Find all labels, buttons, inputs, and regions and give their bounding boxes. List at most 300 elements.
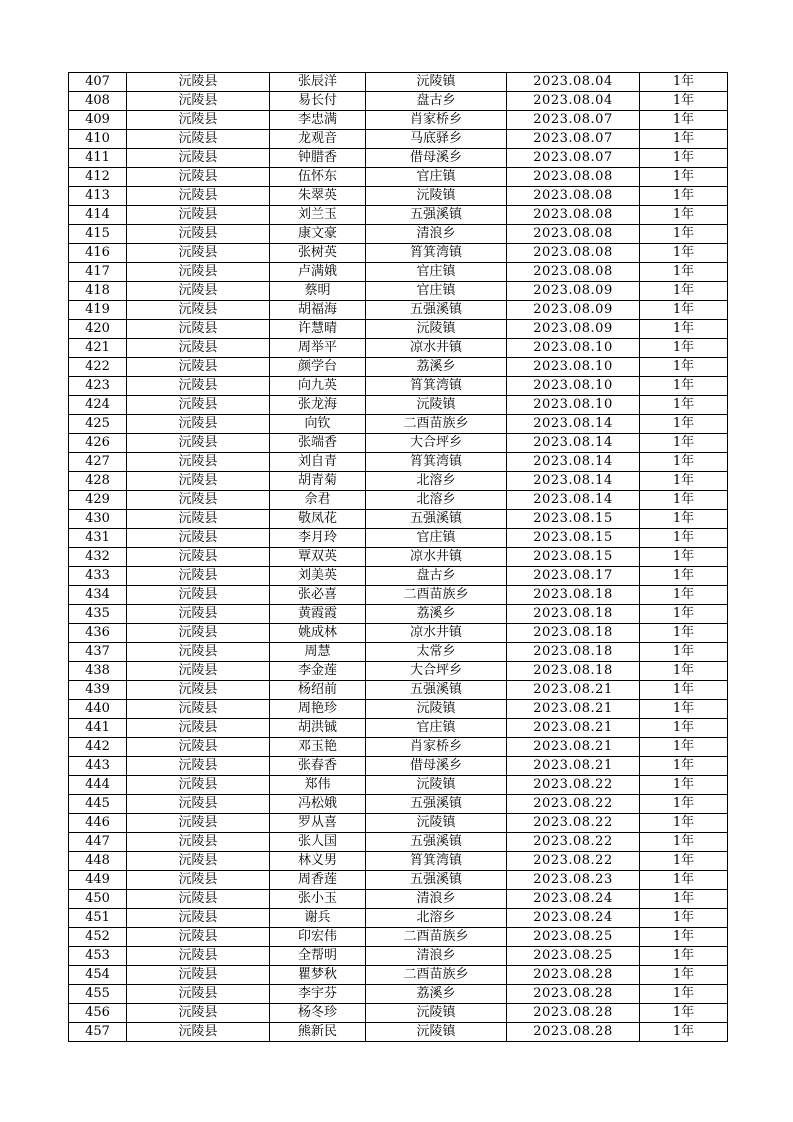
name-cell: 覃双英: [270, 548, 366, 567]
term-cell: 1年: [640, 472, 728, 491]
county-cell: 沅陵县: [127, 187, 270, 206]
county-cell: 沅陵县: [127, 966, 270, 985]
row-number-cell: 448: [69, 852, 127, 871]
term-cell: 1年: [640, 1004, 728, 1023]
term-cell: 1年: [640, 852, 728, 871]
date-cell: 2023.08.22: [507, 795, 640, 814]
term-cell: 1年: [640, 757, 728, 776]
name-cell: 谢兵: [270, 909, 366, 928]
table-row: [69, 149, 728, 168]
row-number-cell: 435: [69, 605, 127, 624]
term-cell: 1年: [640, 529, 728, 548]
row-number-cell: 455: [69, 985, 127, 1004]
county-cell: 沅陵县: [127, 358, 270, 377]
date-cell: 2023.08.08: [507, 225, 640, 244]
date-cell: 2023.08.10: [507, 339, 640, 358]
term-cell: 1年: [640, 206, 728, 225]
row-number-cell: 442: [69, 738, 127, 757]
term-cell: 1年: [640, 548, 728, 567]
township-cell: 沅陵镇: [366, 1023, 507, 1042]
row-number-cell: 437: [69, 643, 127, 662]
row-number-cell: 421: [69, 339, 127, 358]
term-cell: 1年: [640, 396, 728, 415]
date-cell: 2023.08.08: [507, 244, 640, 263]
county-cell: 沅陵县: [127, 263, 270, 282]
township-cell: 沅陵镇: [366, 1004, 507, 1023]
county-cell: 沅陵县: [127, 586, 270, 605]
record-table-body: [69, 73, 728, 1042]
table-row: [69, 73, 728, 92]
date-cell: 2023.08.18: [507, 586, 640, 605]
county-cell: 沅陵县: [127, 377, 270, 396]
table-row: [69, 453, 728, 472]
row-number-cell: 433: [69, 567, 127, 586]
name-cell: 佘君: [270, 491, 366, 510]
table-row: [69, 510, 728, 529]
township-cell: 筲箕湾镇: [366, 377, 507, 396]
table-row: [69, 472, 728, 491]
date-cell: 2023.08.09: [507, 301, 640, 320]
date-cell: 2023.08.09: [507, 320, 640, 339]
table-row: [69, 586, 728, 605]
table-row: [69, 985, 728, 1004]
table-row: [69, 377, 728, 396]
county-cell: 沅陵县: [127, 1023, 270, 1042]
term-cell: 1年: [640, 681, 728, 700]
table-row: [69, 130, 728, 149]
term-cell: 1年: [640, 491, 728, 510]
date-cell: 2023.08.18: [507, 605, 640, 624]
township-cell: 五强溪镇: [366, 871, 507, 890]
date-cell: 2023.08.14: [507, 472, 640, 491]
term-cell: 1年: [640, 700, 728, 719]
county-cell: 沅陵县: [127, 985, 270, 1004]
table-row: [69, 757, 728, 776]
table-row: [69, 567, 728, 586]
county-cell: 沅陵县: [127, 757, 270, 776]
county-cell: 沅陵县: [127, 149, 270, 168]
table-row: [69, 776, 728, 795]
county-cell: 沅陵县: [127, 700, 270, 719]
term-cell: 1年: [640, 92, 728, 111]
date-cell: 2023.08.14: [507, 491, 640, 510]
name-cell: 许慧晴: [270, 320, 366, 339]
name-cell: 李忠满: [270, 111, 366, 130]
county-cell: 沅陵县: [127, 339, 270, 358]
term-cell: 1年: [640, 282, 728, 301]
date-cell: 2023.08.08: [507, 263, 640, 282]
table-row: [69, 206, 728, 225]
name-cell: 全帮明: [270, 947, 366, 966]
table-row: [69, 1023, 728, 1042]
name-cell: 易长付: [270, 92, 366, 111]
county-cell: 沅陵县: [127, 814, 270, 833]
table-row: [69, 738, 728, 757]
row-number-cell: 418: [69, 282, 127, 301]
table-row: [69, 529, 728, 548]
date-cell: 2023.08.04: [507, 73, 640, 92]
date-cell: 2023.08.21: [507, 681, 640, 700]
term-cell: 1年: [640, 909, 728, 928]
row-number-cell: 456: [69, 1004, 127, 1023]
table-row: [69, 662, 728, 681]
township-cell: 筲箕湾镇: [366, 852, 507, 871]
term-cell: 1年: [640, 510, 728, 529]
date-cell: 2023.08.08: [507, 168, 640, 187]
township-cell: 清浪乡: [366, 890, 507, 909]
term-cell: 1年: [640, 586, 728, 605]
county-cell: 沅陵县: [127, 491, 270, 510]
county-cell: 沅陵县: [127, 928, 270, 947]
row-number-cell: 424: [69, 396, 127, 415]
table-row: [69, 358, 728, 377]
term-cell: 1年: [640, 814, 728, 833]
date-cell: 2023.08.08: [507, 187, 640, 206]
date-cell: 2023.08.10: [507, 358, 640, 377]
name-cell: 周香莲: [270, 871, 366, 890]
term-cell: 1年: [640, 776, 728, 795]
term-cell: 1年: [640, 225, 728, 244]
county-cell: 沅陵县: [127, 567, 270, 586]
row-number-cell: 429: [69, 491, 127, 510]
term-cell: 1年: [640, 567, 728, 586]
term-cell: 1年: [640, 871, 728, 890]
date-cell: 2023.08.25: [507, 928, 640, 947]
township-cell: 借母溪乡: [366, 757, 507, 776]
table-row: [69, 301, 728, 320]
table-row: [69, 928, 728, 947]
county-cell: 沅陵县: [127, 871, 270, 890]
date-cell: 2023.08.15: [507, 510, 640, 529]
row-number-cell: 410: [69, 130, 127, 149]
date-cell: 2023.08.21: [507, 719, 640, 738]
name-cell: 邓玉艳: [270, 738, 366, 757]
name-cell: 李金莲: [270, 662, 366, 681]
county-cell: 沅陵县: [127, 662, 270, 681]
township-cell: 荔溪乡: [366, 358, 507, 377]
township-cell: 五强溪镇: [366, 301, 507, 320]
county-cell: 沅陵县: [127, 890, 270, 909]
township-cell: 五强溪镇: [366, 681, 507, 700]
term-cell: 1年: [640, 434, 728, 453]
county-cell: 沅陵县: [127, 776, 270, 795]
date-cell: 2023.08.04: [507, 92, 640, 111]
name-cell: 敬凤花: [270, 510, 366, 529]
county-cell: 沅陵县: [127, 624, 270, 643]
row-number-cell: 445: [69, 795, 127, 814]
row-number-cell: 415: [69, 225, 127, 244]
name-cell: 蔡明: [270, 282, 366, 301]
date-cell: 2023.08.10: [507, 377, 640, 396]
county-cell: 沅陵县: [127, 510, 270, 529]
row-number-cell: 411: [69, 149, 127, 168]
date-cell: 2023.08.17: [507, 567, 640, 586]
name-cell: 黄霞霞: [270, 605, 366, 624]
date-cell: 2023.08.23: [507, 871, 640, 890]
term-cell: 1年: [640, 168, 728, 187]
township-cell: 北溶乡: [366, 909, 507, 928]
county-cell: 沅陵县: [127, 282, 270, 301]
row-number-cell: 449: [69, 871, 127, 890]
term-cell: 1年: [640, 966, 728, 985]
township-cell: 肖家桥乡: [366, 738, 507, 757]
county-cell: 沅陵县: [127, 301, 270, 320]
table-row: [69, 947, 728, 966]
term-cell: 1年: [640, 339, 728, 358]
term-cell: 1年: [640, 453, 728, 472]
township-cell: 马底驿乡: [366, 130, 507, 149]
name-cell: 刘自青: [270, 453, 366, 472]
county-cell: 沅陵县: [127, 795, 270, 814]
term-cell: 1年: [640, 833, 728, 852]
name-cell: 张小玉: [270, 890, 366, 909]
county-cell: 沅陵县: [127, 472, 270, 491]
term-cell: 1年: [640, 928, 728, 947]
term-cell: 1年: [640, 301, 728, 320]
township-cell: 大合坪乡: [366, 434, 507, 453]
term-cell: 1年: [640, 985, 728, 1004]
row-number-cell: 454: [69, 966, 127, 985]
township-cell: 官庄镇: [366, 719, 507, 738]
table-row: [69, 795, 728, 814]
county-cell: 沅陵县: [127, 225, 270, 244]
date-cell: 2023.08.25: [507, 947, 640, 966]
name-cell: 张必喜: [270, 586, 366, 605]
township-cell: 五强溪镇: [366, 833, 507, 852]
row-number-cell: 432: [69, 548, 127, 567]
date-cell: 2023.08.22: [507, 852, 640, 871]
township-cell: 沅陵镇: [366, 776, 507, 795]
name-cell: 郑伟: [270, 776, 366, 795]
table-row: [69, 434, 728, 453]
date-cell: 2023.08.21: [507, 738, 640, 757]
table-row: [69, 548, 728, 567]
county-cell: 沅陵县: [127, 206, 270, 225]
name-cell: 张树英: [270, 244, 366, 263]
township-cell: 沅陵镇: [366, 396, 507, 415]
date-cell: 2023.08.14: [507, 415, 640, 434]
date-cell: 2023.08.24: [507, 890, 640, 909]
row-number-cell: 438: [69, 662, 127, 681]
term-cell: 1年: [640, 415, 728, 434]
county-cell: 沅陵县: [127, 73, 270, 92]
township-cell: 凉水井镇: [366, 339, 507, 358]
row-number-cell: 417: [69, 263, 127, 282]
name-cell: 刘兰玉: [270, 206, 366, 225]
date-cell: 2023.08.28: [507, 985, 640, 1004]
name-cell: 胡青菊: [270, 472, 366, 491]
row-number-cell: 419: [69, 301, 127, 320]
table-row: [69, 396, 728, 415]
date-cell: 2023.08.08: [507, 206, 640, 225]
township-cell: 官庄镇: [366, 529, 507, 548]
term-cell: 1年: [640, 187, 728, 206]
county-cell: 沅陵县: [127, 909, 270, 928]
township-cell: 肖家桥乡: [366, 111, 507, 130]
table-row: [69, 244, 728, 263]
name-cell: 周慧: [270, 643, 366, 662]
name-cell: 龙观音: [270, 130, 366, 149]
date-cell: 2023.08.15: [507, 529, 640, 548]
record-table: [68, 72, 728, 1042]
township-cell: 二酉苗族乡: [366, 415, 507, 434]
date-cell: 2023.08.24: [507, 909, 640, 928]
row-number-cell: 441: [69, 719, 127, 738]
township-cell: 五强溪镇: [366, 795, 507, 814]
table-row: [69, 282, 728, 301]
name-cell: 杨冬珍: [270, 1004, 366, 1023]
row-number-cell: 451: [69, 909, 127, 928]
table-row: [69, 320, 728, 339]
table-row: [69, 814, 728, 833]
county-cell: 沅陵县: [127, 529, 270, 548]
date-cell: 2023.08.28: [507, 1004, 640, 1023]
row-number-cell: 452: [69, 928, 127, 947]
table-row: [69, 605, 728, 624]
township-cell: 太常乡: [366, 643, 507, 662]
name-cell: 杨绍前: [270, 681, 366, 700]
row-number-cell: 425: [69, 415, 127, 434]
name-cell: 胡洪铖: [270, 719, 366, 738]
date-cell: 2023.08.22: [507, 776, 640, 795]
table-row: [69, 852, 728, 871]
township-cell: 官庄镇: [366, 168, 507, 187]
township-cell: 沅陵镇: [366, 187, 507, 206]
township-cell: 沅陵镇: [366, 320, 507, 339]
name-cell: 钟腊香: [270, 149, 366, 168]
name-cell: 周举平: [270, 339, 366, 358]
table-row: [69, 187, 728, 206]
township-cell: 官庄镇: [366, 263, 507, 282]
name-cell: 李宇芬: [270, 985, 366, 1004]
name-cell: 冯松娥: [270, 795, 366, 814]
row-number-cell: 450: [69, 890, 127, 909]
table-row: [69, 263, 728, 282]
name-cell: 张辰洋: [270, 73, 366, 92]
township-cell: 借母溪乡: [366, 149, 507, 168]
township-cell: 二酉苗族乡: [366, 586, 507, 605]
date-cell: 2023.08.18: [507, 662, 640, 681]
date-cell: 2023.08.14: [507, 434, 640, 453]
table-row: [69, 871, 728, 890]
table-row: [69, 491, 728, 510]
row-number-cell: 426: [69, 434, 127, 453]
name-cell: 林义男: [270, 852, 366, 871]
name-cell: 胡福海: [270, 301, 366, 320]
row-number-cell: 431: [69, 529, 127, 548]
table-row: [69, 909, 728, 928]
term-cell: 1年: [640, 624, 728, 643]
name-cell: 瞿梦秋: [270, 966, 366, 985]
date-cell: 2023.08.10: [507, 396, 640, 415]
row-number-cell: 443: [69, 757, 127, 776]
table-row: [69, 92, 728, 111]
date-cell: 2023.08.07: [507, 149, 640, 168]
row-number-cell: 428: [69, 472, 127, 491]
township-cell: 盘古乡: [366, 92, 507, 111]
township-cell: 筲箕湾镇: [366, 453, 507, 472]
county-cell: 沅陵县: [127, 719, 270, 738]
county-cell: 沅陵县: [127, 415, 270, 434]
name-cell: 李月玲: [270, 529, 366, 548]
date-cell: 2023.08.07: [507, 111, 640, 130]
name-cell: 向九英: [270, 377, 366, 396]
name-cell: 罗从喜: [270, 814, 366, 833]
row-number-cell: 447: [69, 833, 127, 852]
county-cell: 沅陵县: [127, 548, 270, 567]
date-cell: 2023.08.14: [507, 453, 640, 472]
township-cell: 清浪乡: [366, 947, 507, 966]
term-cell: 1年: [640, 377, 728, 396]
county-cell: 沅陵县: [127, 947, 270, 966]
term-cell: 1年: [640, 662, 728, 681]
date-cell: 2023.08.28: [507, 1023, 640, 1042]
name-cell: 伍怀东: [270, 168, 366, 187]
date-cell: 2023.08.09: [507, 282, 640, 301]
township-cell: 二酉苗族乡: [366, 966, 507, 985]
row-number-cell: 430: [69, 510, 127, 529]
row-number-cell: 434: [69, 586, 127, 605]
row-number-cell: 413: [69, 187, 127, 206]
name-cell: 张春香: [270, 757, 366, 776]
term-cell: 1年: [640, 795, 728, 814]
term-cell: 1年: [640, 263, 728, 282]
date-cell: 2023.08.18: [507, 643, 640, 662]
township-cell: 二酉苗族乡: [366, 928, 507, 947]
term-cell: 1年: [640, 73, 728, 92]
county-cell: 沅陵县: [127, 396, 270, 415]
township-cell: 筲箕湾镇: [366, 244, 507, 263]
county-cell: 沅陵县: [127, 1004, 270, 1023]
table-row: [69, 719, 728, 738]
township-cell: 凉水井镇: [366, 624, 507, 643]
township-cell: 沅陵镇: [366, 700, 507, 719]
term-cell: 1年: [640, 1023, 728, 1042]
township-cell: 凉水井镇: [366, 548, 507, 567]
term-cell: 1年: [640, 719, 728, 738]
term-cell: 1年: [640, 738, 728, 757]
township-cell: 北溶乡: [366, 472, 507, 491]
row-number-cell: 446: [69, 814, 127, 833]
row-number-cell: 439: [69, 681, 127, 700]
table-row: [69, 700, 728, 719]
township-cell: 五强溪镇: [366, 510, 507, 529]
term-cell: 1年: [640, 605, 728, 624]
name-cell: 周艳珍: [270, 700, 366, 719]
county-cell: 沅陵县: [127, 738, 270, 757]
table-row: [69, 966, 728, 985]
table-row: [69, 1004, 728, 1023]
name-cell: 向钦: [270, 415, 366, 434]
name-cell: 康文豪: [270, 225, 366, 244]
county-cell: 沅陵县: [127, 453, 270, 472]
county-cell: 沅陵县: [127, 434, 270, 453]
township-cell: 官庄镇: [366, 282, 507, 301]
row-number-cell: 440: [69, 700, 127, 719]
term-cell: 1年: [640, 244, 728, 263]
table-row: [69, 168, 728, 187]
county-cell: 沅陵县: [127, 320, 270, 339]
table-row: [69, 225, 728, 244]
township-cell: 盘古乡: [366, 567, 507, 586]
name-cell: 张端香: [270, 434, 366, 453]
date-cell: 2023.08.18: [507, 624, 640, 643]
term-cell: 1年: [640, 320, 728, 339]
date-cell: 2023.08.28: [507, 966, 640, 985]
township-cell: 沅陵镇: [366, 73, 507, 92]
county-cell: 沅陵县: [127, 130, 270, 149]
row-number-cell: 407: [69, 73, 127, 92]
